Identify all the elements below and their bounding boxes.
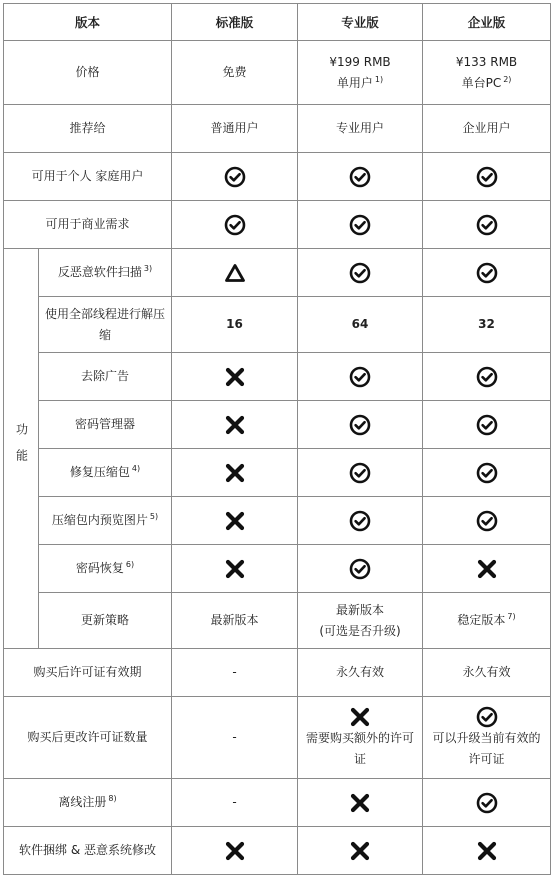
check-icon [349, 366, 371, 388]
row-label-threads: 使用全部线程进行解压缩 [39, 297, 172, 353]
pro-price: ¥199 RMB [329, 54, 391, 69]
cell-personal-pro [298, 153, 423, 201]
header-pro: 专业版 [298, 4, 423, 41]
table-row [4, 249, 551, 297]
check-icon [476, 262, 498, 284]
row-label-repair: 修复压缩包 $^{4)}$ [39, 449, 172, 497]
row-label-business-use: 可用于商业需求 [4, 201, 172, 249]
cell-threads-pro: 64 [298, 297, 423, 353]
header-version: 版本 [4, 4, 172, 41]
cell-license-change-enterprise: 可以升级当前有效的许可证 [423, 697, 551, 779]
check-icon [476, 792, 498, 814]
check-icon [349, 414, 371, 436]
header-standard: 标准版 [172, 4, 298, 41]
cell-license-change-pro: 需要购买额外的许可证 [298, 697, 423, 779]
row-label-antimalware: 反恶意软件扫描 $^{3)}$ [39, 249, 172, 297]
cell-price-standard: 免费 [172, 41, 298, 105]
table-row: 离线注册 $^{8)}$ - [4, 779, 551, 827]
check-icon [349, 214, 371, 236]
cross-icon [476, 840, 498, 862]
cell-recommend-standard: 普通用户 [172, 105, 298, 153]
cross-icon [224, 462, 246, 484]
check-icon [476, 462, 498, 484]
cell-personal-standard [172, 153, 298, 201]
cell-threads-standard: 16 [172, 297, 298, 353]
footnote-4: 4) [131, 464, 141, 473]
check-icon [476, 414, 498, 436]
cell-price-pro [298, 41, 423, 105]
cell-personal-enterprise [423, 153, 551, 201]
table-row [4, 827, 551, 875]
footnote-3: 3) [143, 264, 153, 273]
cross-icon [224, 840, 246, 862]
triangle-icon [224, 262, 246, 284]
check-icon [349, 462, 371, 484]
cell-update-enterprise: 稳定版本 $^{7)}$ [423, 593, 551, 649]
check-icon [224, 166, 246, 188]
cross-icon [224, 414, 246, 436]
check-icon [349, 262, 371, 284]
row-label-price: 价格 [4, 41, 172, 105]
table-row: 购买后更改许可证数量 - 需要购买额外的许可证 可以升级当前有效的许可证 [4, 697, 551, 779]
table-row: 购买后许可证有效期 - 永久有效 永久有效 [4, 649, 551, 697]
cell-business-standard [172, 201, 298, 249]
check-icon [349, 558, 371, 580]
check-icon [476, 214, 498, 236]
check-icon [349, 510, 371, 532]
table-row [4, 497, 551, 545]
enterprise-price-unit: 单台PC [461, 75, 502, 90]
cell-price-enterprise [423, 41, 551, 105]
row-label-license-change: 购买后更改许可证数量 [4, 697, 172, 779]
row-label-ads: 去除广告 [39, 353, 172, 401]
version-comparison-table [3, 3, 551, 875]
footnote-2: 2) [503, 74, 512, 84]
cell-business-pro [298, 201, 423, 249]
footnote-6: 6) [125, 560, 135, 569]
check-icon [476, 166, 498, 188]
cell-update-standard: 最新版本 [172, 593, 298, 649]
pro-price-unit: 单用户 [336, 75, 373, 90]
cell-threads-enterprise: 32 [423, 297, 551, 353]
cell-business-enterprise [423, 201, 551, 249]
cross-icon [224, 366, 246, 388]
cell-update-pro: 最新版本 (可选是否升级) [298, 593, 423, 649]
row-label-offline: 离线注册 $^{8)}$ [4, 779, 172, 827]
table-row [4, 401, 551, 449]
header-enterprise: 企业版 [423, 4, 551, 41]
check-icon [476, 706, 498, 728]
check-icon [476, 366, 498, 388]
table-row [4, 449, 551, 497]
cross-icon [224, 558, 246, 580]
table-row [4, 545, 551, 593]
footnote-1: 1) [374, 74, 384, 84]
row-label-password-manager: 密码管理器 [39, 401, 172, 449]
row-label-personal-use: 可用于个人 家庭用户 [4, 153, 172, 201]
cross-icon [349, 706, 371, 728]
check-icon [349, 166, 371, 188]
row-label-bundling: 软件捆绑 & 恶意系统修改 [4, 827, 172, 875]
features-group-label: 功能 [4, 249, 39, 649]
table-row [4, 297, 551, 353]
check-icon [224, 214, 246, 236]
row-label-preview: 压缩包内预览图片 $^{5)}$ [39, 497, 172, 545]
table-header-row [4, 4, 551, 41]
table-row [4, 201, 551, 249]
table-row [4, 105, 551, 153]
row-label-password-recovery: 密码恢复 $^{6)}$ [39, 545, 172, 593]
cross-icon [224, 510, 246, 532]
footnote-5: 5) [149, 512, 159, 521]
table-row [4, 153, 551, 201]
cross-icon [349, 840, 371, 862]
cell-recommend-pro: 专业用户 [298, 105, 423, 153]
cross-icon [349, 792, 371, 814]
check-icon [476, 510, 498, 532]
row-label-recommend: 推荐给 [4, 105, 172, 153]
cell-recommend-enterprise: 企业用户 [423, 105, 551, 153]
footnote-8: 8) [108, 794, 117, 803]
enterprise-price: ¥133 RMB [455, 54, 518, 69]
row-label-update: 更新策略 [39, 593, 172, 649]
table-row [4, 353, 551, 401]
footnote-7: 7) [507, 612, 516, 621]
table-row [4, 593, 551, 649]
cross-icon [476, 558, 498, 580]
table-row [4, 41, 551, 105]
row-label-license-validity: 购买后许可证有效期 [4, 649, 172, 697]
